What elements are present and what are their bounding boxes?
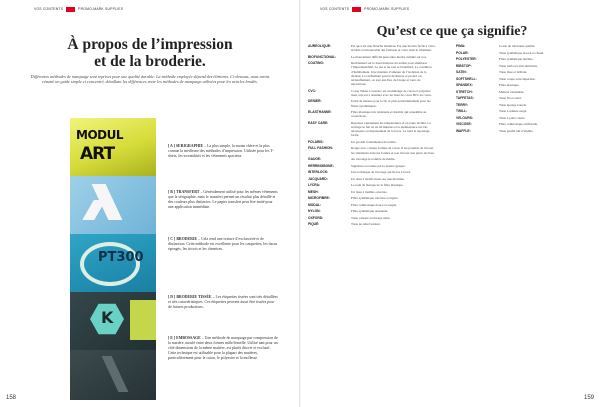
right-page-title: Qu’est ce que ça signifie? bbox=[376, 24, 528, 39]
method-c-label: [ C ] BRODERIE bbox=[168, 237, 198, 241]
glossary-definition: Tissu robuste au tissage natté. bbox=[351, 215, 391, 220]
method-c-text: – Cela rend une texture d’exclusivité et de distinction. Cette méthode est excellente pour les casquettes, les tissus épongés, les tricots et les chemises. bbox=[168, 237, 278, 252]
glossary-entry bbox=[308, 203, 436, 207]
glossary-definition: Tissu éponge bouclé. bbox=[499, 102, 527, 107]
glossary-term: INTERLOCK: bbox=[308, 170, 329, 175]
glossary-entry bbox=[308, 140, 436, 144]
glossary-term: POLAR: bbox=[456, 50, 469, 55]
glossary-term: LYCRA: bbox=[308, 183, 321, 188]
glossary-entry bbox=[308, 61, 436, 86]
glossary-column-2 bbox=[456, 44, 584, 135]
glossary-entry bbox=[456, 77, 584, 81]
brand-logo-icon bbox=[352, 7, 361, 12]
brand-logo-icon bbox=[66, 7, 75, 12]
glossary-entry bbox=[308, 89, 436, 97]
glossary-term: DENIER: bbox=[308, 99, 322, 104]
glossary-entry bbox=[308, 164, 436, 168]
glossary-term: EASY CARE: bbox=[308, 120, 329, 125]
glossary-entry bbox=[308, 170, 436, 174]
glossary-term: POLYESTER: bbox=[456, 57, 477, 61]
sample-text-pt300: PT300 bbox=[98, 250, 144, 265]
method-e-label: [ E ] EMBOSSAGE bbox=[168, 336, 201, 340]
glossary-definition: Tissu à armure sergé. bbox=[499, 109, 528, 113]
method-b-label: [ B ] TRANSFERT bbox=[168, 190, 200, 194]
method-a-text: – La plus simple, la moins chère et la plus connue la meilleure des méthodes d’impression. Utilisée pour les T-shirts, les sweatshirts et les vêtements spacieux. bbox=[168, 144, 274, 159]
glossary-term: SPANDEX: bbox=[456, 83, 473, 87]
intro-paragraph: Différentes méthodes de marquage sont reprises pour une qualité durable. La méthode employée dépend des éléments. Ci-dessous, nous avons résumé un guide simple et concentré, détaillant les différences entre les méthodes de marquage utilisées pour les articles brodés. bbox=[30, 74, 270, 85]
glossary-definition: Tissu gaufré nid d’abeille. bbox=[499, 128, 534, 133]
glossary-definition: Tissu synthétique brossé et chaud. bbox=[499, 50, 545, 55]
glossary-entry bbox=[456, 64, 584, 68]
method-c-description bbox=[168, 237, 278, 252]
glossary-term: VELOURS: bbox=[456, 115, 474, 120]
page-number-right: 159 bbox=[583, 395, 594, 401]
sample-transfer bbox=[70, 176, 156, 234]
glossary-entry bbox=[308, 196, 436, 200]
glossary-entry bbox=[308, 44, 436, 52]
sample-screenprint bbox=[70, 118, 156, 176]
glossary-definition: Tissu coupe-vent déperlant. bbox=[499, 76, 536, 81]
glossary-term: GAUGE: bbox=[308, 157, 322, 162]
glossary-term: PIQUÉ: bbox=[308, 222, 320, 227]
glossary-definition: Un produit fondamental de textile. bbox=[351, 139, 397, 144]
glossary-term: OXFORD: bbox=[308, 215, 324, 220]
method-d-text: – Les étiquettes tissées sont très détaillées et très caractéristiques. Ces étiquettes peuvent aussi être tissées pour de futures productions. bbox=[168, 295, 278, 310]
glossary-definition: Au tricotage le nombre de maille. bbox=[351, 157, 396, 162]
glossary-definition: Coton de très haute qualité. bbox=[499, 44, 536, 48]
header-tagline-left: PROMO-MARK SUPPLIES bbox=[78, 7, 124, 11]
glossary-term: STRETCH: bbox=[456, 89, 473, 94]
glossary-term: FULL FASHION: bbox=[308, 146, 334, 151]
glossary-definition: Fibre synthétique très fine et légère. bbox=[351, 196, 399, 201]
glossary-term: TAFFETAS: bbox=[456, 96, 474, 100]
method-a-description bbox=[168, 144, 278, 159]
glossary-term: WAFFLE: bbox=[456, 128, 471, 133]
glossary-term: PIMA: bbox=[456, 44, 466, 48]
header-section-left: VOS CONTENTS bbox=[34, 7, 64, 11]
glossary-definition: Revêtement sur le tissu intérieur du textile pour améliorer l’imperméabilité. Le jeu et un tout le brouillard. La condition d’habillement. Une manière d’amener de l’isolation de la chaleur. Le revêtement peut la hydration et protect ou réchauffement, ou tout aux fins du lavage et tours de réparations. bbox=[351, 61, 432, 87]
glossary-definition: Fibre synthétique durable. bbox=[499, 57, 534, 61]
glossary-entry bbox=[308, 209, 436, 213]
left-page-title bbox=[40, 36, 260, 70]
glossary-definition: Repassez rapidement les températures et en toute facilité. Le séchage se fait en en 40 minutes et la maintenance est très nécessaire ou dépassement de la force. Le rend le repassage facile. bbox=[351, 120, 431, 138]
glossary-term: MICROFIBRE: bbox=[308, 196, 330, 201]
woven-k-letter: K bbox=[101, 308, 114, 327]
glossary-term: ELASTHANNE: bbox=[308, 110, 332, 115]
glossary-entry bbox=[308, 55, 436, 59]
glossary-definition: Unité de mesure pour le fil, et plus particulièrement pour les fibres synthétiques. bbox=[351, 99, 431, 108]
glossary-entry bbox=[456, 83, 584, 87]
glossary-entry bbox=[456, 109, 584, 113]
sample-text-art: ART bbox=[80, 144, 115, 164]
glossary-definition: Est quoi est une blanche matériau. Est une motive facile à vivre, lavable et ultralavable des fabrique et vivre dans le vêtement. bbox=[351, 44, 436, 53]
page-number-left: 158 bbox=[6, 395, 17, 401]
glossary-entry bbox=[456, 129, 584, 133]
glossary-definition: Un tissu à mailles ouvertes. bbox=[351, 189, 388, 194]
header-tagline-right: PROMO-MARK SUPPLIES bbox=[364, 7, 410, 11]
glossary-entry bbox=[308, 99, 436, 107]
glossary-entry bbox=[456, 90, 584, 94]
glossary-term: COATING: bbox=[308, 61, 325, 66]
running-header-left bbox=[34, 6, 123, 12]
glossary-entry bbox=[456, 96, 584, 100]
glossary-entry bbox=[456, 44, 584, 48]
glossary-definition: Un tissu à motifs tissés sur une machine. bbox=[351, 176, 405, 181]
glossary-definition: Tissu renforcé anti-déchirure. bbox=[499, 63, 538, 68]
glossary-term: TERRY: bbox=[456, 102, 468, 107]
glossary-definition: Fibre synthétique résistante. bbox=[351, 209, 389, 214]
glossary-definition: Signature reconnue par le dessin typique. bbox=[351, 163, 406, 168]
method-a-label: [ A ] SERIGRAPHIE bbox=[168, 144, 204, 148]
glossary-entry bbox=[308, 222, 436, 226]
sample-embroidery bbox=[70, 234, 156, 292]
title-line-1: À propos de l’impression bbox=[67, 36, 233, 53]
glossary-entry bbox=[308, 121, 436, 138]
glossary-definition: Le mouvement difficile peut entre mettre cumulé sur nos. bbox=[351, 54, 427, 59]
glossary-term: BIOFUNCTIONAL: bbox=[308, 54, 337, 59]
glossary-term: AUREOLIQUE: bbox=[308, 44, 332, 48]
glossary-definition: Fibre cellulosique artificielle. bbox=[499, 122, 538, 126]
glossary-term: FOLARIS: bbox=[308, 139, 324, 144]
glossary-term: NYLON: bbox=[308, 209, 321, 214]
glossary-definition: Rouge avec couleur formée de coton. Il est possible de tricoter les vêtements dans les formes et non tricoter une pièce de tissu. bbox=[351, 146, 435, 155]
glossary-term: SATIN: bbox=[456, 70, 467, 74]
method-e-description bbox=[168, 336, 278, 361]
glossary-definition: Tissu à poils courts. bbox=[499, 115, 526, 120]
glossary-definition: Le nom de marque de la fibre élastique. bbox=[351, 183, 404, 188]
glossary-definition: Matière extensible. bbox=[499, 89, 525, 94]
glossary-definition: Fibre élastique très résistante et durable qui ressemble au caoutchouc. bbox=[351, 110, 427, 119]
glossary-term: SOFTSHELL: bbox=[456, 76, 477, 81]
glossary-entry bbox=[456, 116, 584, 120]
glossary-entry bbox=[456, 51, 584, 55]
glossary-entry bbox=[456, 57, 584, 61]
glossary-term: VISCOSE: bbox=[456, 122, 472, 126]
glossary-entry bbox=[308, 183, 436, 187]
method-d-label: [ D ] BRODERIE TISSÉE bbox=[168, 295, 212, 299]
glossary-term: CVC: bbox=[308, 88, 317, 93]
glossary-term: TWILL: bbox=[456, 109, 468, 113]
glossary-entry bbox=[308, 177, 436, 181]
sample-text-modul: MODUL bbox=[76, 128, 123, 142]
glossary-definition: Tissu lisse et brillant. bbox=[499, 70, 528, 74]
glossary-entry bbox=[308, 190, 436, 194]
marking-samples-photo bbox=[70, 118, 156, 400]
glossary-definition: Fibre cellulosique douce et souple. bbox=[351, 202, 397, 207]
glossary-entry bbox=[308, 216, 436, 220]
sample-embossing bbox=[70, 350, 156, 400]
glossary-definition: Tissu au relief texturé. bbox=[351, 222, 381, 227]
glossary-term: MODAL: bbox=[308, 202, 322, 207]
header-section-right: VOS CONTENTS bbox=[320, 7, 350, 11]
glossary-entry bbox=[456, 70, 584, 74]
method-b-description bbox=[168, 190, 278, 210]
glossary-term: JACQUARD: bbox=[308, 176, 328, 181]
running-header-right bbox=[320, 6, 409, 12]
sample-woven-label bbox=[70, 292, 156, 350]
book-gutter bbox=[299, 0, 301, 407]
method-b-text: – Généralement utilisé pour les mêmes vêtements que la sérigraphie, mais le transfert permet un résultat plus détaillé et des couleurs plus distinctes. Le papier transfert peut être imité pour une application immédiate. bbox=[168, 190, 278, 210]
glossary-column-1 bbox=[308, 44, 436, 229]
glossary-definition: Coton Valeur Convexe: est un mélange de coton et polyester mais cela est à dominer avec un tissu de coton 80% de coton. bbox=[351, 88, 432, 97]
woven-strip bbox=[130, 300, 156, 340]
glossary-definition: Fibre élastique. bbox=[499, 83, 520, 87]
glossary-entry bbox=[308, 146, 436, 154]
glossary-definition: Tissu fin et serré. bbox=[499, 96, 522, 100]
method-e-text: – Une méthode de marquage par compression de la matière, moulé entre deux formes mâle/femelle. Utilisé tant pour un côté dimensions de la même matière, est plutôt discret et exclusif. Cette technique est utilisable pour la plupart des matières, particulièrement pour le coton, le polyester et la mollesse. bbox=[168, 336, 278, 361]
glossary-entry bbox=[308, 157, 436, 161]
glossary-entry bbox=[456, 122, 584, 126]
glossary-term: MESH: bbox=[308, 189, 319, 194]
glossary-term: RIBSTOP: bbox=[456, 63, 472, 68]
glossary-entry bbox=[456, 103, 584, 107]
title-line-2: et de la broderie. bbox=[94, 53, 206, 70]
method-d-description bbox=[168, 295, 278, 310]
glossary-definition: Une technique de tricotage qui lie les 2 faces. bbox=[351, 170, 411, 175]
glossary-entry bbox=[308, 110, 436, 118]
embossed-slash-icon bbox=[102, 356, 129, 392]
glossary-term: HERRINGBONE: bbox=[308, 163, 334, 168]
